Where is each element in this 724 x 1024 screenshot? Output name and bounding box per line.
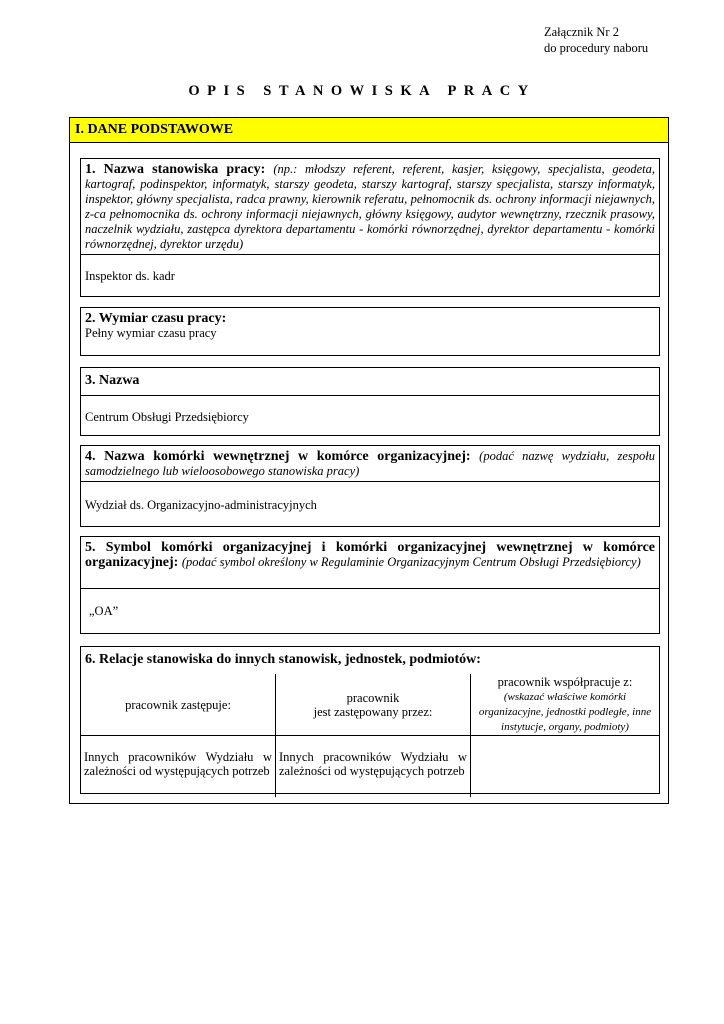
job-title-box: [80, 158, 660, 297]
section-heading: I. DANE PODSTAWOWE: [70, 118, 668, 143]
unit-symbol-label: 5. Symbol komórki organizacyjnej i komórki organizacyjnej wewnętrznej w komórce organizacyjnej:: [85, 540, 655, 570]
relations-question: [81, 647, 659, 675]
replaced-by-header-line1: pracownik: [346, 690, 400, 705]
internal-cell-box: [80, 445, 660, 527]
working-time-label: 2. Wymiar czasu pracy:: [85, 311, 227, 326]
unit-symbol-answer: „OA”: [89, 604, 119, 618]
internal-cell-question: [81, 446, 659, 482]
job-title-question: [81, 159, 659, 255]
internal-cell-answer: Wydział ds. Organizacyjno-administracyjnych: [85, 498, 317, 512]
unit-name-box: [80, 367, 660, 436]
annex-note: [544, 24, 648, 56]
job-title-answer: Inspektor ds. kadr: [85, 269, 175, 283]
relations-value-row: [81, 736, 659, 797]
cooperates-value: [471, 736, 660, 797]
relations-table: [81, 674, 659, 797]
replaces-value: Innych pracowników Wydziału w zależności od występujących potrzeb: [81, 736, 276, 797]
unit-symbol-hint: (podać symbol określony w Regulaminie Organizacyjnym Centrum Obsługi Przedsiębiorcy): [181, 555, 641, 569]
cooperates-header: [471, 674, 660, 736]
replaces-header: pracownik zastępuje:: [81, 674, 276, 736]
unit-symbol-box: [80, 536, 660, 634]
internal-cell-hint: (podać nazwę wydziału, zespołu samodzielnego lub wieloosobowego stanowiska pracy): [85, 449, 655, 478]
working-time-question: [81, 308, 659, 326]
relations-header-row: [81, 674, 659, 736]
cooperates-header-text: pracownik współpracuje z:: [497, 675, 633, 689]
relations-label: 6. Relacje stanowiska do innych stanowisk, jednostek, podmiotów:: [85, 652, 481, 667]
relations-box: [80, 646, 660, 794]
internal-cell-label: 4. Nazwa komórki wewnętrznej w komórce organizacyjnej:: [85, 449, 471, 464]
unit-symbol-question: [81, 537, 659, 589]
unit-name-label: 3. Nazwa: [85, 373, 140, 388]
annex-procedure: do procedury naboru: [544, 41, 649, 55]
annex-number: Załącznik Nr 2: [544, 25, 619, 39]
job-title-label: 1. Nazwa stanowiska pracy:: [85, 162, 266, 177]
job-title-hint: (np.: młodszy referent, referent, kasjer, księgowy, specjalista, geodeta, kartograf, podinspektor, informatyk, starszy geodeta, starszy kartograf, starszy specjalista, starszy informatyk, inspektor, główny specjalista, radca prawny, kierownik referatu, pełnomocnik ds. ochrony informacji niejawnych, z-ca pełnomocnika ds. ochrony informacji niejawnych, główny księgowy, audytor wewnętrzny, rzecznik prasowy, naczelnik wydziału, zastępca dyrektora departamentu - komórki równorzędnej, dyrektor departamentu - komórki równorzędnej, dyrektor urzędu): [85, 162, 656, 251]
replaced-by-header: [276, 674, 471, 736]
unit-name-answer: Centrum Obsługi Przedsiębiorcy: [85, 410, 249, 424]
working-time-answer: Pełny wymiar czasu pracy: [85, 326, 217, 340]
document-title: OPIS STANOWISKA PRACY: [188, 83, 536, 99]
replaced-by-value: Innych pracowników Wydziału w zależności od występujących potrzeb: [276, 736, 471, 797]
replaced-by-header-line2: jest zastępowany przez:: [313, 704, 433, 719]
cooperates-hint: (wskazać właściwe komórki organizacyjne, jednostki podległe, inne instytucje, organy, podmioty): [478, 691, 652, 733]
working-time-box: [80, 307, 660, 356]
unit-name-question: [81, 368, 659, 396]
basic-data-section: [69, 117, 669, 804]
